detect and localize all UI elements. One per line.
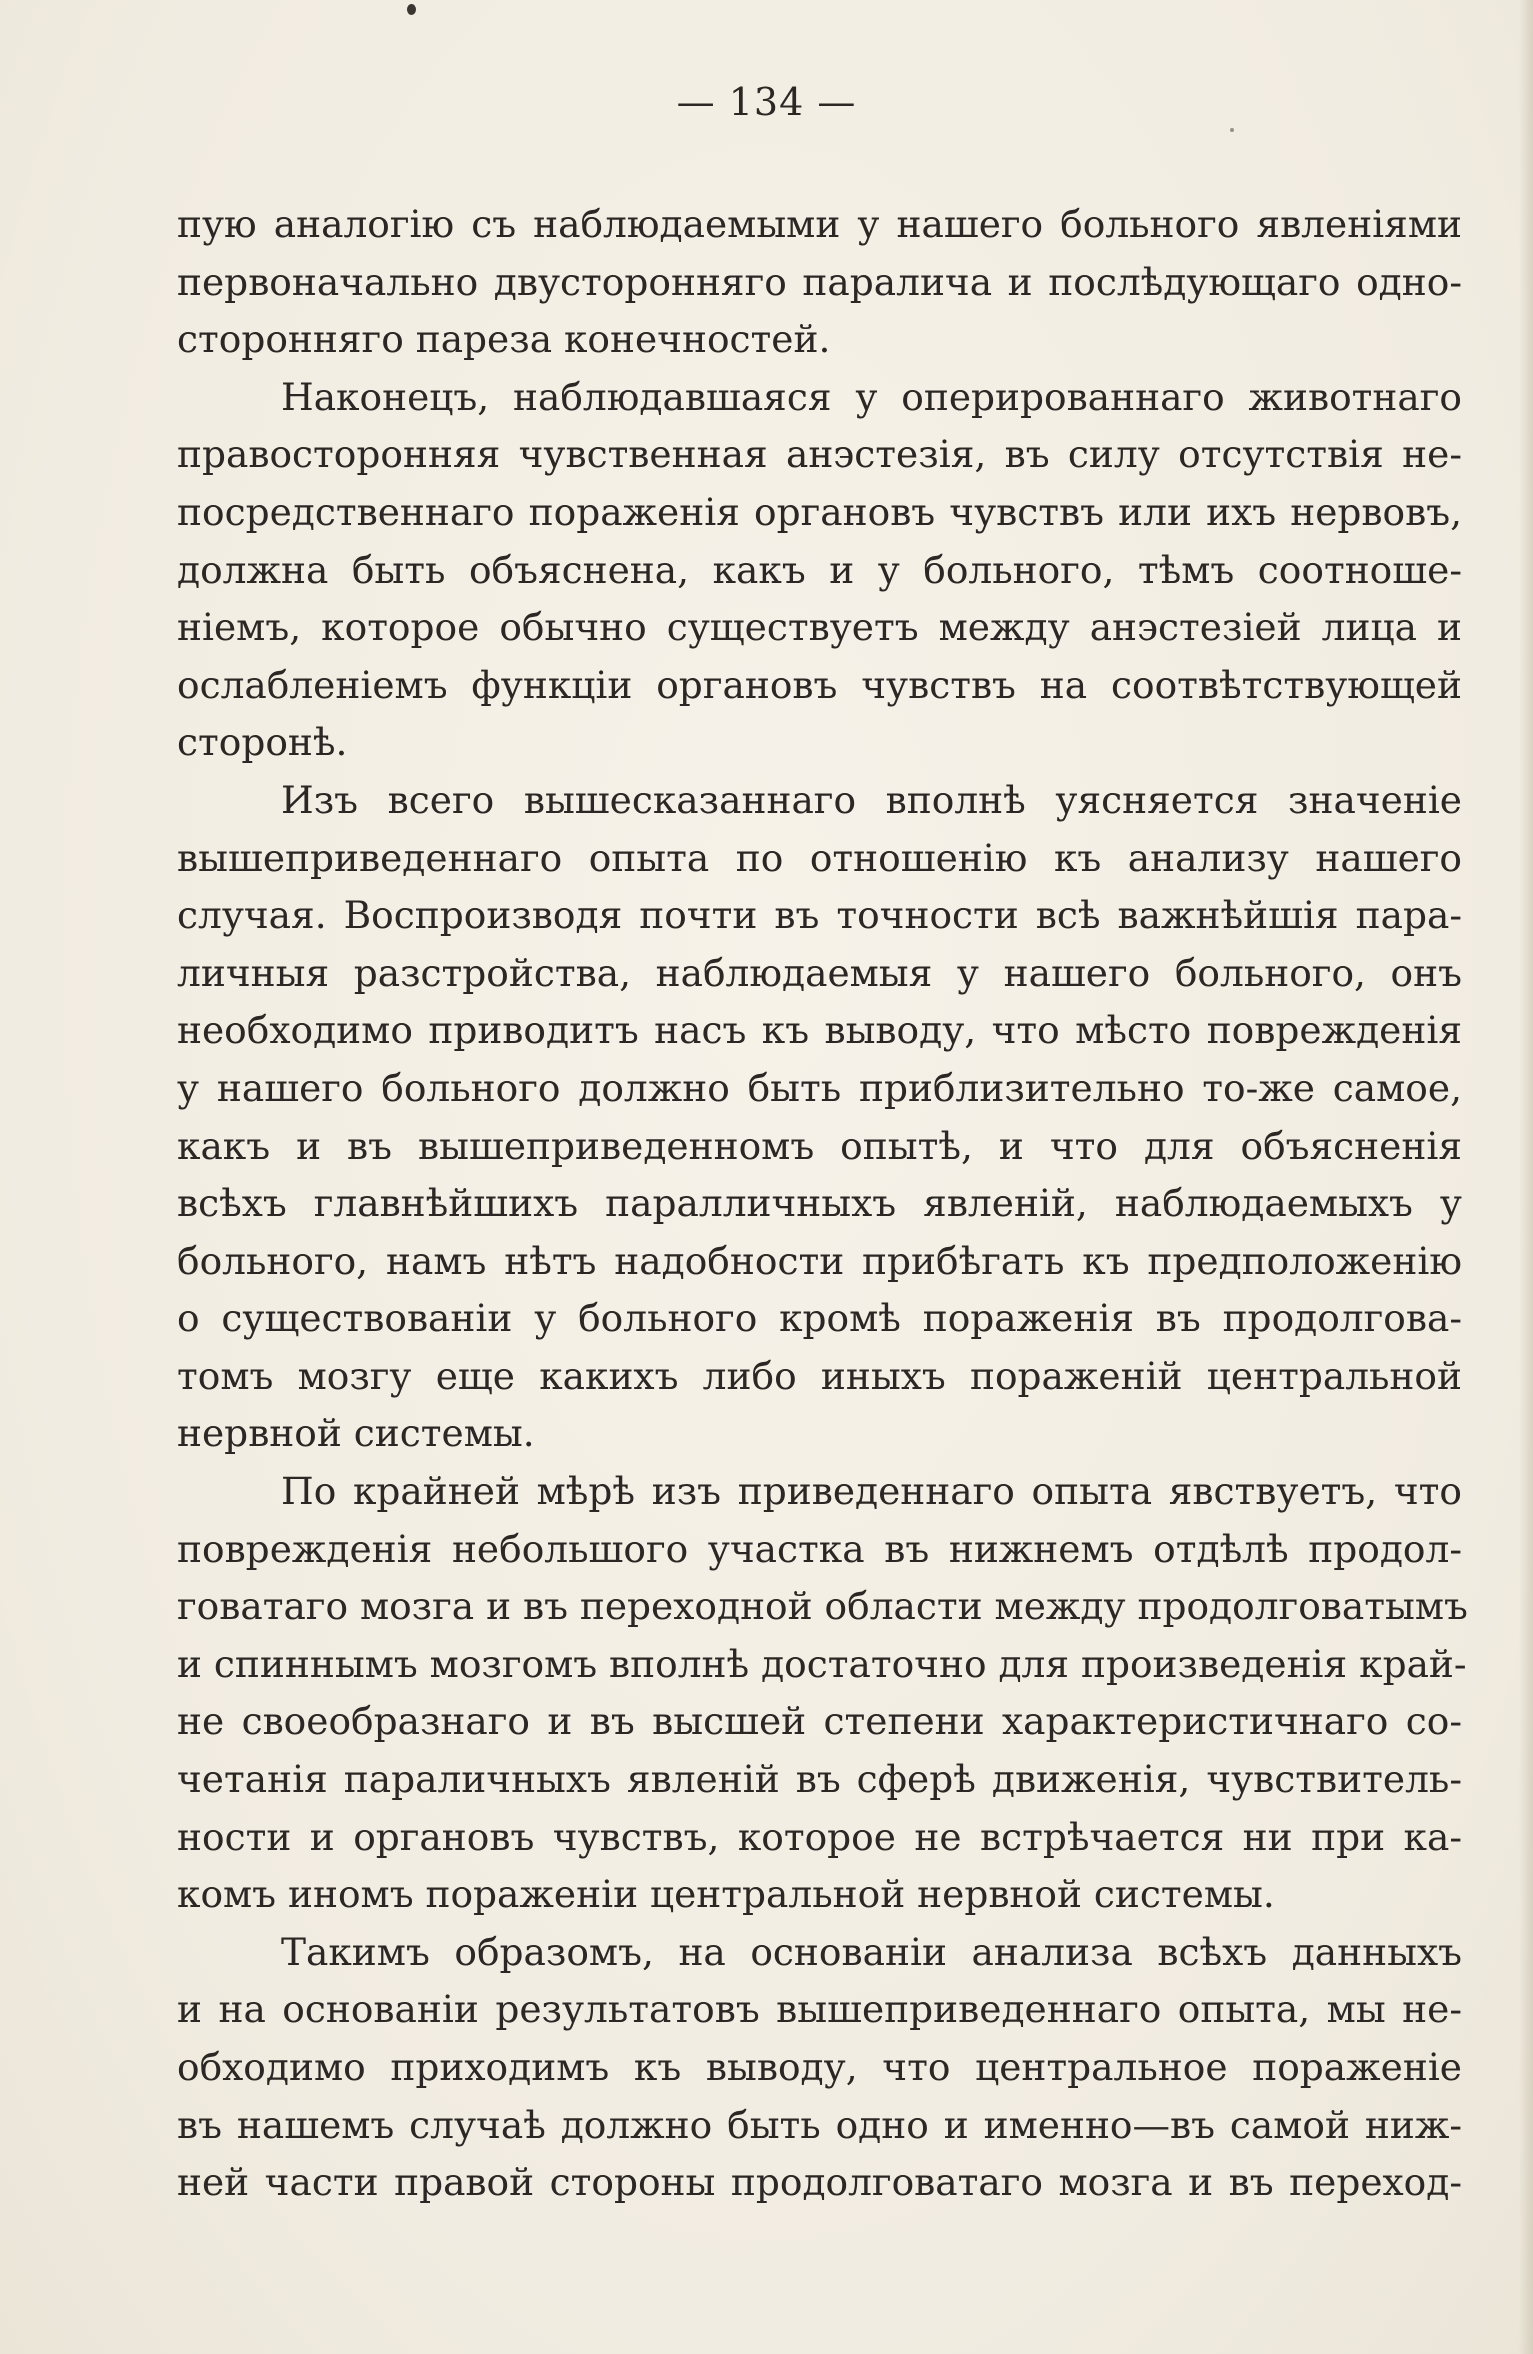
text-line: нервной системы. [177,1411,535,1456]
text-line: о существованіи у больного кромѣ пораженія въ продолговa- [177,1296,1462,1341]
text-line: обходимо приходимъ къ выводу, что центральное пораженіе [177,2045,1462,2089]
text-line: и спиннымъ мозгомъ вполнѣ достаточно для произведенія край- [177,1641,1467,1686]
text-line: должна быть объяснена, какъ и у больного, тѣмъ соотноше- [177,547,1462,592]
text-line: правосторонняя чувственная анэстезія, въ силу отсутствія не- [177,432,1462,477]
body-text [177,196,1468,2212]
paragraph [177,196,1462,369]
text-line: ніемъ, которое обычно существуетъ между анэстезіей лица и [177,605,1462,650]
text-line: не своеобразнаго и въ высшей степени характеристичнаго со- [177,1699,1462,1744]
text-line: посредственнаго пораженія органовъ чувствъ или ихъ нервовъ, [177,489,1462,534]
text-line: Такимъ образомъ, на основаніи анализа всѣхъ данныхъ [281,1929,1462,1974]
text-line: четанія параличныхъ явленій въ сферѣ движенія, чувствитель- [177,1757,1462,1802]
paragraph [177,1924,1462,2212]
text-line: въ нашемъ случаѣ должно быть одно и именно—въ самой ниж- [177,2102,1462,2147]
text-line: первоначально двусторонняго паралича и послѣдующаго одно- [177,259,1462,304]
text-line: ослабленіемъ функціи органовъ чувствъ на соотвѣтствующей [177,662,1462,707]
text-line: сторонняго пареза конечностей. [177,317,831,362]
text-line: сторонѣ. [177,720,348,765]
text-line: всѣхъ главнѣйшихъ паралличныхъ явленій, наблюдаемыхъ у [177,1181,1462,1226]
text-line: пую аналогію съ наблюдаемыми у нашего больного явленіями [177,202,1462,246]
text-line: случая. Воспроизводя почти въ точности всѣ важнѣйшія пара- [177,893,1462,938]
text-line: ности и органовъ чувствъ, которое не встрѣчается ни при ка- [177,1814,1462,1859]
text-line: необходимо приводитъ насъ къ выводу, что мѣсто поврежденія [177,1008,1462,1053]
paragraph [177,369,1462,772]
text-line: Наконецъ, наблюдавшаяся у оперированнаго животнаго [281,374,1462,419]
paragraph [177,1463,1468,1924]
page-number: — 134 — [676,80,857,124]
text-line: томъ мозгу еще какихъ либо иныхъ пораженій центральной [177,1353,1462,1398]
text-line: и на основаніи результатовъ вышеприведеннаго опыта, мы не- [177,1987,1462,2032]
page-edge-shadow [1519,0,1533,2354]
paragraph [177,772,1462,1463]
ink-speck [407,4,416,15]
text-line: ней части правой стороны продолговатаго мозга и въ переход- [177,2160,1462,2205]
text-line: говатаго мозга и въ переходной области между продолговатымъ [177,1584,1468,1629]
text-line: личныя разстройства, наблюдаемыя у нашего больного, онъ [177,950,1462,995]
text-line: вышеприведеннаго опыта по отношенію къ анализу нашего [177,835,1462,880]
text-line: больного, намъ нѣтъ надобности прибѣгать къ предположенію [177,1238,1462,1283]
text-line: Изъ всего вышесказаннаго вполнѣ уясняется значеніе [281,777,1462,822]
text-line: какъ и въ вышеприведенномъ опытѣ, и что для объясненія [177,1123,1462,1168]
text-line: комъ иномъ пораженіи центральной нервной системы. [177,1872,1275,1917]
text-line: поврежденія небольшого участка въ нижнемъ отдѣлѣ продол- [177,1526,1462,1571]
ink-speck [1230,128,1234,132]
text-line: По крайней мѣрѣ изъ приведеннаго опыта явствуетъ, что [281,1469,1462,1514]
text-line: у нашего больного должно быть приблизительно то-же самое, [177,1065,1462,1110]
